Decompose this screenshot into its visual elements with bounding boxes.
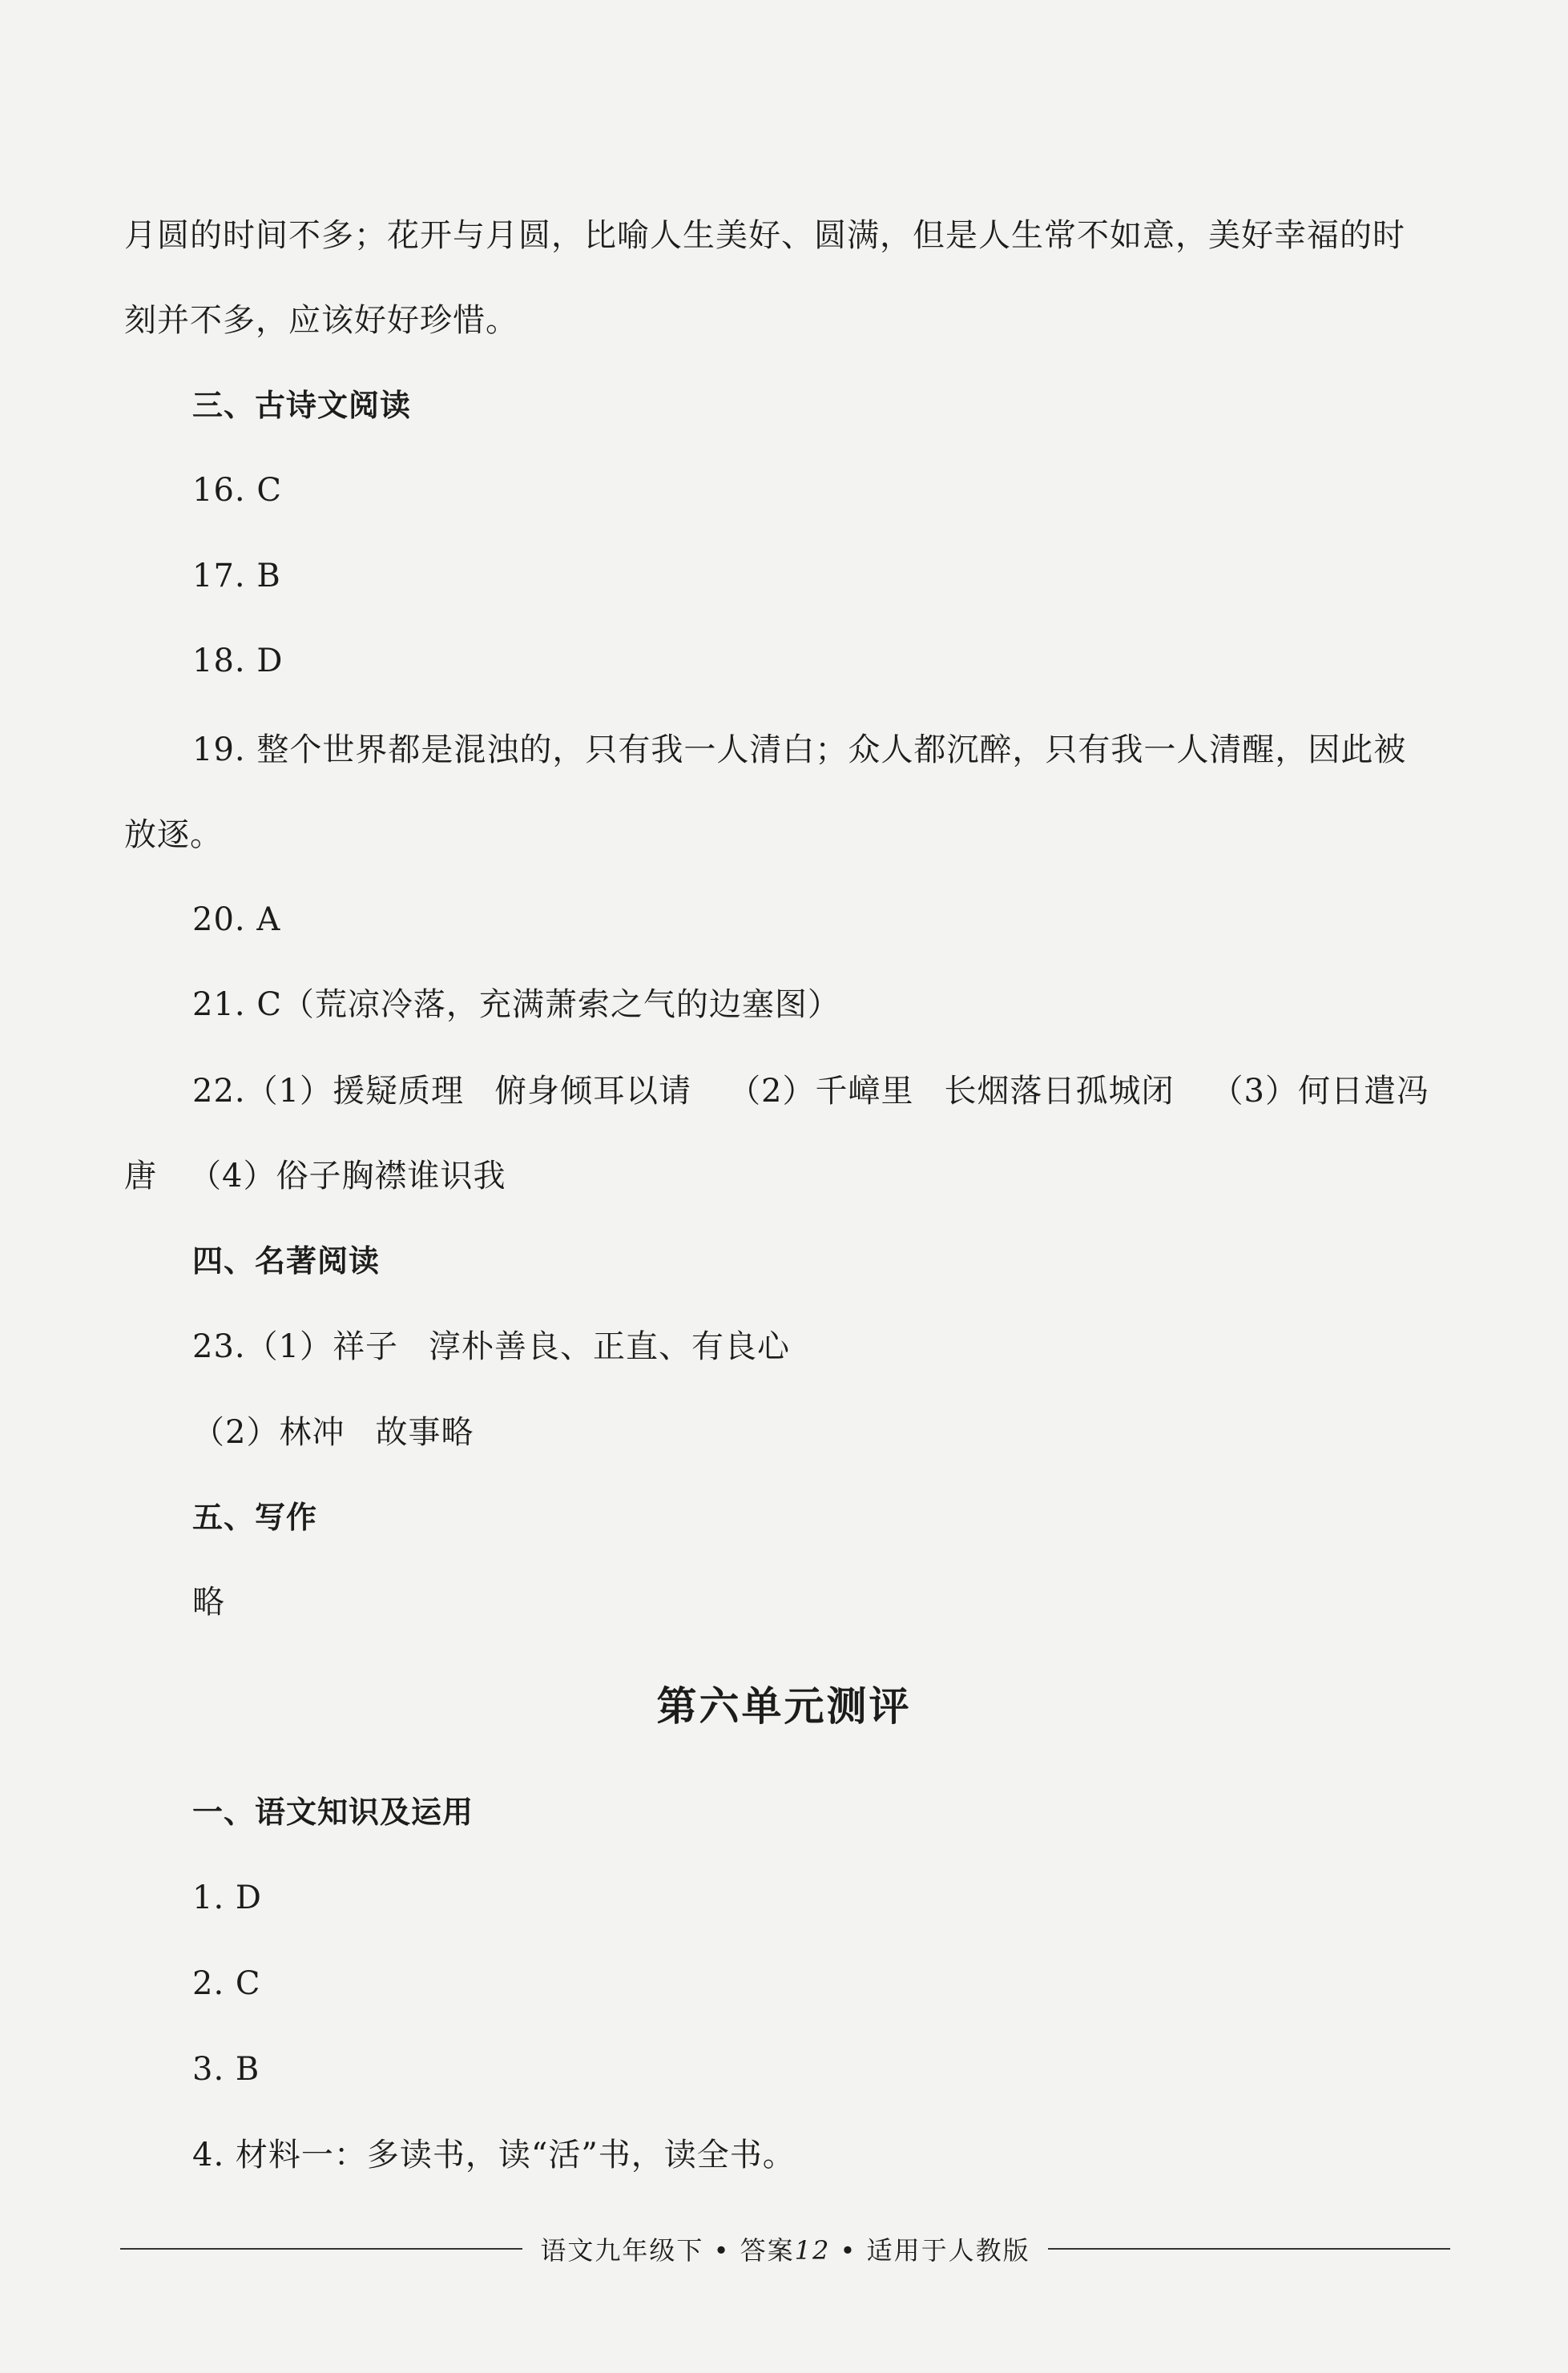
page-number: 12 (794, 2235, 831, 2266)
answer-17: 17. B (192, 558, 281, 594)
text-line: 刻并不多，应该好好珍惜。 (124, 302, 518, 339)
footer-rule (120, 2248, 522, 2250)
answer-18: 18. D (192, 643, 284, 679)
answer-4: 4. 材料一：多读书，读“活”书，读全书。 (192, 2137, 796, 2174)
answer-1: 1. D (192, 1879, 262, 1916)
answer-23-cont (192, 1410, 474, 1455)
answer-22-part: 援疑质理 (333, 1073, 465, 1110)
answer-23-part: 故事略 (375, 1414, 474, 1451)
text-line: 月圆的时间不多；花开与月圆，比喻人生美好、圆满，但是人生常不如意，美好幸福的时 (124, 217, 1405, 254)
answer-23 (192, 1324, 790, 1369)
footer-separator: • (713, 2235, 731, 2266)
answer-22-number: （4） (189, 1158, 276, 1195)
footer-rule (1048, 2248, 1450, 2250)
answer-21: 21. C（荒凉冷落，充满萧索之气的边塞图） (192, 986, 840, 1023)
answer-23-part: 祥子 (333, 1328, 399, 1365)
footer-edition: 适用于人教版 (866, 2235, 1030, 2266)
answer-22-part: 俗子胸襟谁识我 (276, 1158, 506, 1195)
section-heading: 一、语文知识及运用 (192, 1795, 474, 1830)
answer-19: 19. 整个世界都是混浊的，只有我一人清白；众人都沉醉，只有我一人清醒，因此被 (192, 731, 1407, 768)
page-title: 第六单元测评 (656, 1683, 912, 1730)
answer-20: 20. A (192, 901, 281, 938)
footer-book: 语文九年级下 (540, 2235, 704, 2266)
footer-separator: • (840, 2235, 857, 2266)
footer-answer-label: 答案 (740, 2235, 795, 2266)
answer-22-part: 何日遣冯 (1297, 1073, 1429, 1110)
section-heading: 三、古诗文阅读 (192, 388, 412, 423)
answer-22-number: 22.（1） (192, 1073, 333, 1110)
answer-23-number: （2） (192, 1414, 280, 1451)
answer-23-part: 林冲 (279, 1414, 345, 1451)
answer-22-number: （2） (728, 1073, 816, 1110)
answer-22-part: 千嶂里 (815, 1073, 914, 1110)
answer-2: 2. C (192, 1965, 261, 2002)
answer-19-cont: 放逐。 (124, 816, 223, 853)
section-heading: 四、名著阅读 (192, 1243, 381, 1279)
answer-23-number: 23.（1） (192, 1328, 333, 1365)
answer-22-cont (124, 1154, 506, 1199)
answer-23-part: 淳朴善良、正直、有良心 (429, 1328, 791, 1365)
answer-22-part: 长烟落日孤城闭 (944, 1073, 1175, 1110)
answer-22-number: （3） (1211, 1073, 1298, 1110)
answer-22-part: 唐 (124, 1158, 157, 1195)
answer-3: 3. B (192, 2051, 260, 2088)
answer-22 (192, 1069, 1429, 1114)
writing-answer: 略 (192, 1584, 225, 1621)
section-heading: 五、写作 (192, 1500, 318, 1535)
answer-22-part: 俯身倾耳以请 (494, 1073, 692, 1110)
answer-16: 16. C (192, 472, 282, 509)
footer-text (522, 2230, 1047, 2267)
page-footer (120, 2229, 1450, 2269)
